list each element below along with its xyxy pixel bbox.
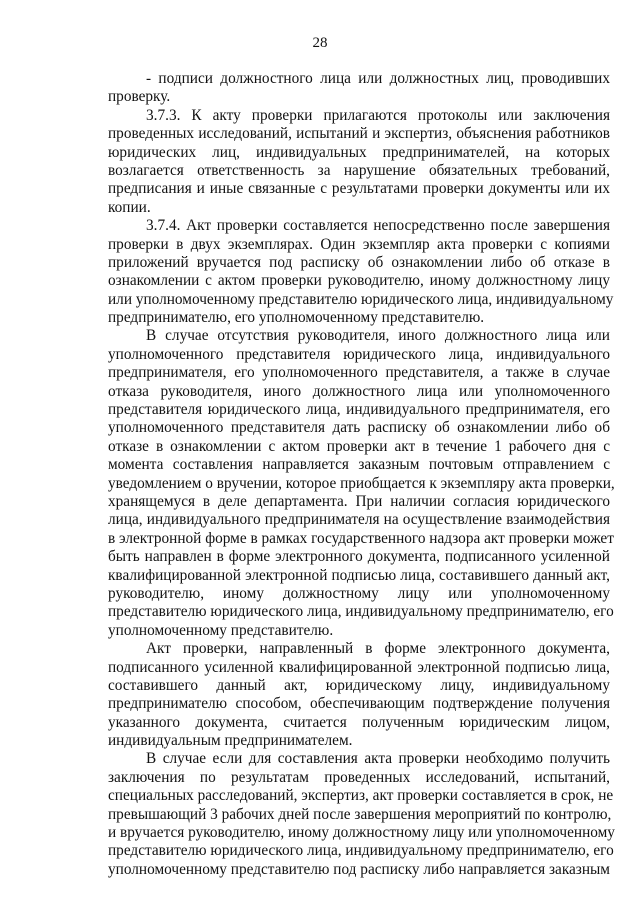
text-line: индивидуальным предпринимателем. bbox=[108, 732, 353, 750]
text-line: лица, индивидуального предпринимателя на осуществление взаимодействия bbox=[108, 511, 610, 529]
text-line: уполномоченного представителя дать расписку об ознакомлении либо об bbox=[108, 419, 610, 437]
page-number: 28 bbox=[312, 35, 328, 51]
text-line: Акт проверки, направленный в форме электронного документа, bbox=[146, 640, 610, 658]
text-line: представителю юридического лица, индивидуальному предпринимателю, его bbox=[108, 603, 614, 621]
text-line: возлагается ответственность за нарушение обязательных требований, bbox=[108, 161, 610, 179]
text-line: специальных расследований, экспертиз, акт проверки составляется в срок, не bbox=[108, 787, 614, 805]
text-line: приложений вручается под расписку об ознакомлении либо об отказе в bbox=[108, 253, 610, 271]
text-line: быть направлен в форме электронного документа, подписанного усиленной bbox=[108, 548, 610, 566]
text-line: 3.7.4. Акт проверки составляется непосредственно после завершения bbox=[146, 217, 610, 235]
text-line: В случае отсутствия руководителя, иного должностного лица или bbox=[146, 327, 610, 345]
text-line: 3.7.3. К акту проверки прилагаются протоколы или заключения bbox=[146, 106, 610, 124]
text-line: подписанного усиленной квалифицированной электронной подписью лица, bbox=[108, 658, 610, 676]
paragraph bbox=[108, 107, 610, 217]
text-line: юридических лиц, индивидуальных предпринимателей, на которых bbox=[108, 143, 610, 161]
text-line: предпринимателю способом, обеспечивающим подтверждение получения bbox=[108, 695, 610, 713]
text-line: отказа руководителя, иного должностного лица или уполномоченного bbox=[108, 382, 610, 400]
paragraph bbox=[108, 640, 610, 750]
text-line: руководителю, иному должностному лицу или уполномоченному bbox=[108, 584, 610, 602]
paragraph bbox=[108, 217, 614, 327]
text-line: отказе в ознакомлении с актом проверки акт в течение 1 рабочего дня с bbox=[108, 437, 610, 455]
text-line: заключения по результатам проведенных исследований, испытаний, bbox=[108, 768, 610, 786]
text-line: ознакомлении с актом проверки руководителю, иному должностному лицу bbox=[108, 272, 610, 290]
text-line: и вручается руководителю, иному должностному лицу или уполномоченному bbox=[108, 824, 615, 842]
text-line: или уполномоченному представителю юридического лица, индивидуальному bbox=[108, 290, 614, 308]
paragraph bbox=[108, 70, 610, 107]
text-line: превышающий 3 рабочих дней после завершения мероприятий по контролю, bbox=[108, 805, 612, 823]
text-line: составившего данный акт, юридическому лицу, индивидуальному bbox=[108, 676, 610, 694]
paragraph bbox=[108, 327, 615, 640]
text-line: уведомлением о вручении, которое приобщается к экземпляру акта проверки, bbox=[108, 474, 615, 492]
text-line: момента составления направляется заказным почтовым отправлением с bbox=[108, 456, 610, 474]
text-line: квалифицированной электронной подписью лица, составившего данный акт, bbox=[108, 566, 610, 584]
text-line: предпринимателя, его уполномоченного представителя, а также в случае bbox=[108, 364, 610, 382]
text-line: - подписи должностного лица или должностных лиц, проводивших bbox=[146, 70, 610, 87]
text-line: представителю юридического лица, индивидуальному предпринимателю, его bbox=[108, 842, 614, 860]
text-line: представителя юридического лица, индивидуального предпринимателя, его bbox=[108, 401, 610, 419]
text-line: проверку. bbox=[108, 88, 171, 106]
text-line: уполномоченного представителя юридического лица, индивидуального bbox=[108, 345, 610, 363]
text-line: копии. bbox=[108, 198, 151, 216]
text-line: хранящемуся в деле департамента. При наличии согласия юридического bbox=[108, 492, 610, 510]
paragraph bbox=[108, 750, 615, 879]
text-line: проведенных исследований, испытаний и экспертиз, объяснения работников bbox=[108, 125, 610, 143]
text-line: проверки в двух экземплярах. Один экземпляр акта проверки с копиями bbox=[108, 235, 610, 253]
text-line: В случае если для составления акта проверки необходимо получить bbox=[146, 750, 610, 768]
text-line: уполномоченному представителю. bbox=[108, 621, 334, 639]
text-line: предписания и иные связанные с результатами проверки документы или их bbox=[108, 180, 610, 198]
text-line: уполномоченному представителю под расписку либо направляется заказным bbox=[108, 860, 610, 878]
text-line: предпринимателю, его уполномоченному представителю. bbox=[108, 309, 485, 327]
text-line: в электронной форме в рамках государственного надзора акт проверки может bbox=[108, 529, 614, 547]
document-body bbox=[108, 70, 615, 879]
text-line: указанного документа, считается полученным юридическим лицом, bbox=[108, 713, 610, 731]
